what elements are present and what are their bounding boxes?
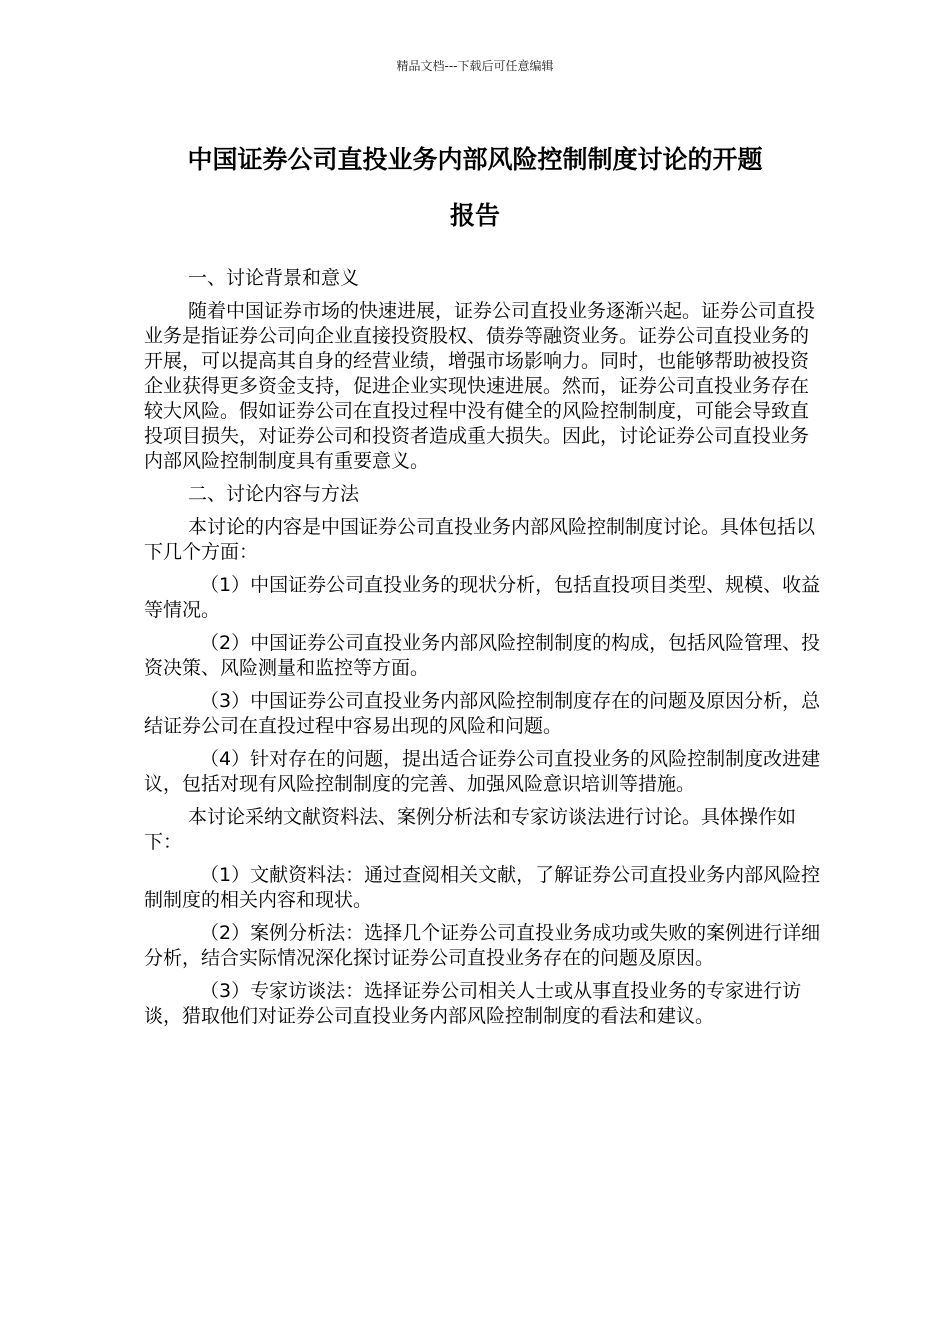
- paragraph-method-intro: 本讨论采纳文献资料法、案例分析法和专家访谈法进行讨论。具体操作如下：: [144, 806, 797, 853]
- section-heading-background: 一、讨论背景和意义: [188, 267, 360, 289]
- header-note: 精品文档---下载后可任意编辑: [396, 59, 554, 73]
- title-line-2: 报告: [449, 201, 500, 230]
- method-item-1: （1）文献资料法：通过查阅相关文献，了解证券公司直投业务内部风险控制制度的相关内容和现状。: [144, 864, 821, 911]
- content-item-3: （3）中国证券公司直投业务内部风险控制制度存在的问题及原因分析，总结证券公司在直投过程中容易出现的风险和问题。: [144, 690, 821, 737]
- section-heading-content-method: 二、讨论内容与方法: [188, 483, 360, 505]
- paragraph-content-intro: 本讨论的内容是中国证券公司直投业务内部风险控制制度讨论。具体包括以下几个方面：: [144, 516, 816, 563]
- document-title: [120, 132, 830, 244]
- paragraph-background: 随着中国证券市场的快速进展，证券公司直投业务逐渐兴起。证券公司直投业务是指证券公司向企业直接投资股权、债券等融资业务。证券公司直投业务的开展，可以提高其自身的经营业绩，增强市场影响力。同时，也能够帮助被投资企业获得更多资金支持，促进企业实现快速进展。然而，证券公司直投业务存在较大风险。假如证券公司在直投过程中没有健全的风险控制制度，可能会导致直投项目损失，对证券公司和投资者造成重大损失。因此，讨论证券公司直投业务内部风险控制制度具有重要意义。: [144, 300, 816, 472]
- content-item-1: （1）中国证券公司直投业务的现状分析，包括直投项目类型、规模、收益等情况。: [144, 574, 821, 621]
- document-body: [144, 266, 822, 1029]
- title-line-1: 中国证券公司直投业务内部风险控制制度讨论的开题: [187, 145, 763, 174]
- method-item-2: （2）案例分析法：选择几个证券公司直投业务成功或失败的案例进行详细分析，结合实际情况深化探讨证券公司直投业务存在的问题及原因。: [144, 922, 821, 969]
- method-item-3: （3）专家访谈法：选择证券公司相关人士或从事直投业务的专家进行访谈，猎取他们对证券公司直投业务内部风险控制制度的看法和建议。: [144, 980, 802, 1027]
- content-item-4: （4）针对存在的问题，提出适合证券公司直投业务的风险控制制度改进建议，包括对现有风险控制制度的完善、加强风险意识培训等措施。: [144, 748, 821, 795]
- content-item-2: （2）中国证券公司直投业务内部风险控制制度的构成，包括风险管理、投资决策、风险测量和监控等方面。: [144, 632, 821, 679]
